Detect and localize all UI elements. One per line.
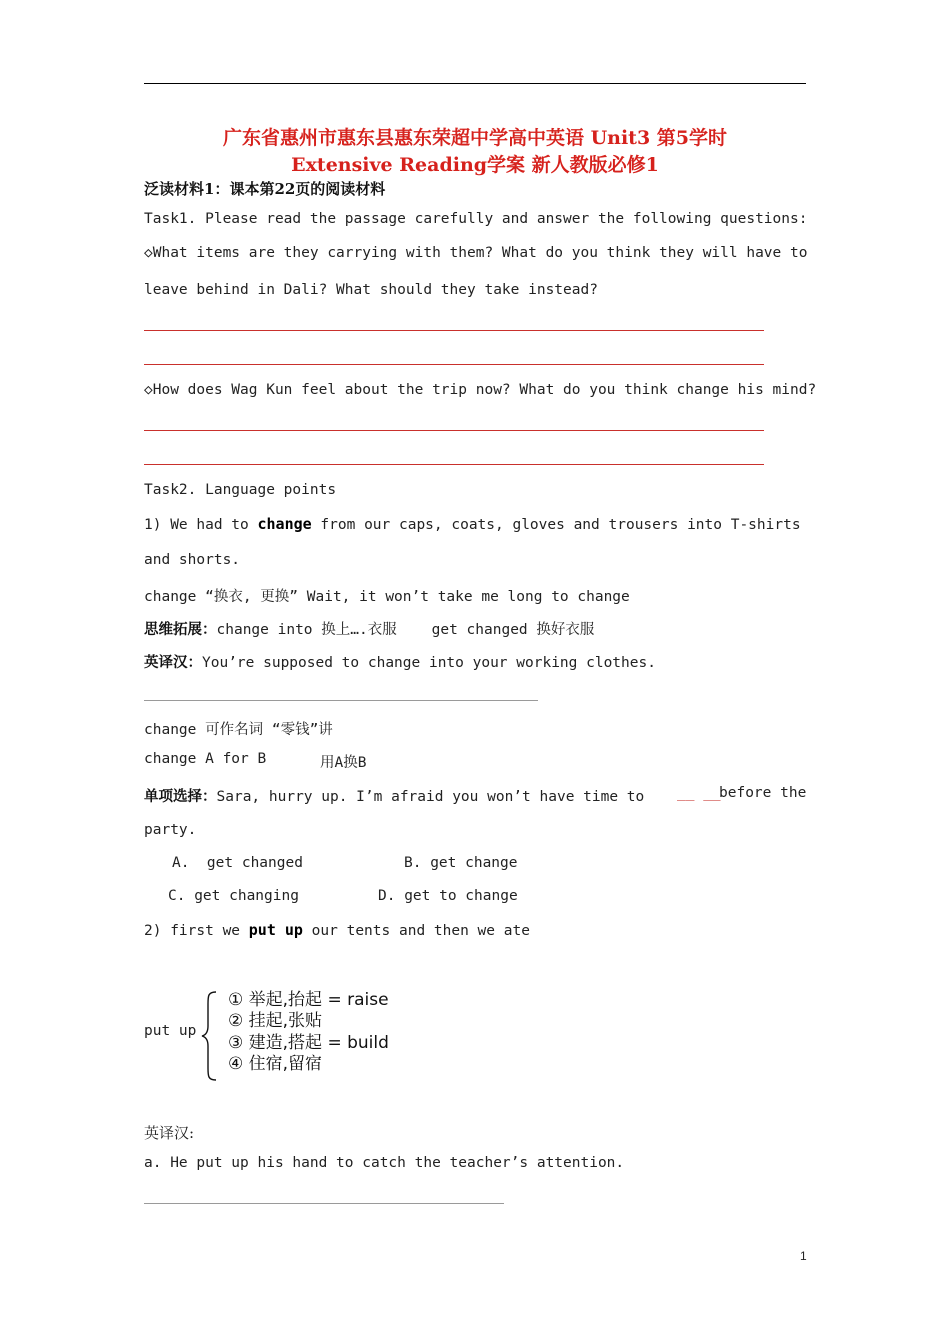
multiple-choice-question [144, 785, 644, 806]
answer-line[interactable] [144, 364, 764, 365]
language-point-1-line2: and shorts. [144, 552, 241, 568]
putup-label: put up [144, 1023, 197, 1039]
change-definition: change “换衣, 更换” Wait, it won’t take me long to change [144, 589, 630, 605]
task1-question1-line1: ◇What items are they carrying with them? What do you think they will have to [144, 245, 808, 261]
putup-meaning-2: ② 挂起,张贴 [228, 1011, 323, 1031]
putup-meaning-4: ④ 住宿,留宿 [228, 1054, 323, 1074]
mc-text-end: before the [719, 785, 807, 801]
point2-rest: our tents and then we ate [302, 923, 530, 939]
top-rule [144, 83, 806, 84]
document-title-line2: Extensive Reading学案 新人教版必修1 [291, 154, 659, 176]
language-point-2 [144, 921, 530, 939]
document-title-line1: 广东省惠州市惠东县惠东荣超中学高中英语 Unit3 第5学时 [222, 127, 728, 149]
language-point-1 [144, 515, 801, 533]
point1-rest: from our caps, coats, gloves and trousers into T-shirts [311, 517, 801, 533]
option-c[interactable]: C. get changing [168, 888, 299, 904]
sentence-a: a. He put up his hand to catch the teacher’s attention. [144, 1155, 625, 1171]
task2-heading: Task2. Language points [144, 482, 337, 498]
change-a-for-b-meaning: 用A换B [320, 755, 367, 771]
answer-line[interactable] [144, 330, 764, 331]
curly-brace [200, 990, 220, 1082]
answer-line[interactable] [144, 1203, 504, 1204]
option-b[interactable]: B. get change [404, 855, 518, 871]
mc-text: Sara, hurry up. I’m afraid you won’t have time to [216, 789, 645, 805]
translate-exercise-1 [144, 651, 656, 672]
point2-prefix: 2) first we [144, 923, 249, 939]
point1-keyword: change [257, 515, 312, 533]
answer-line[interactable] [144, 464, 764, 465]
mc-line2: party. [144, 822, 197, 838]
translate-sentence: You’re supposed to change into your working clothes. [202, 655, 656, 671]
task1-heading: Task1. Please read the passage carefully and answer the following questions: [144, 211, 808, 227]
mc-blank[interactable]: __ __ [677, 785, 721, 801]
answer-line[interactable] [144, 430, 764, 431]
point2-keyword: put up [248, 921, 303, 939]
task1-question1-line2: leave behind in Dali? What should they take instead? [144, 282, 598, 298]
answer-line[interactable] [144, 700, 538, 701]
putup-meaning-3: ③ 建造,搭起 = build [228, 1033, 389, 1053]
material-label: 泛读材料1：课本第22页的阅读材料 [144, 180, 386, 198]
putup-meaning-1: ① 举起,抬起 = raise [228, 990, 389, 1010]
change-a-for-b: change A for B [144, 751, 267, 767]
point1-prefix: 1) We had to [144, 517, 258, 533]
task1-question2: ◇How does Wag Kun feel about the trip now? What do you think change his mind? [144, 382, 817, 398]
page-number: 1 [800, 1249, 807, 1263]
option-d[interactable]: D. get to change [378, 888, 518, 904]
expansion-label: 思维拓展： [144, 621, 217, 638]
mc-label: 单项选择： [144, 788, 217, 805]
translate-label: 英译汉： [144, 654, 202, 671]
noun-note: change 可作名词 “零钱”讲 [144, 722, 333, 738]
expansion-text: change into 换上….衣服 get changed 换好衣服 [216, 622, 595, 638]
option-a[interactable]: A. get changed [172, 855, 303, 871]
translate-label-2: 英译汉: [144, 1124, 195, 1142]
thinking-expansion [144, 618, 594, 639]
